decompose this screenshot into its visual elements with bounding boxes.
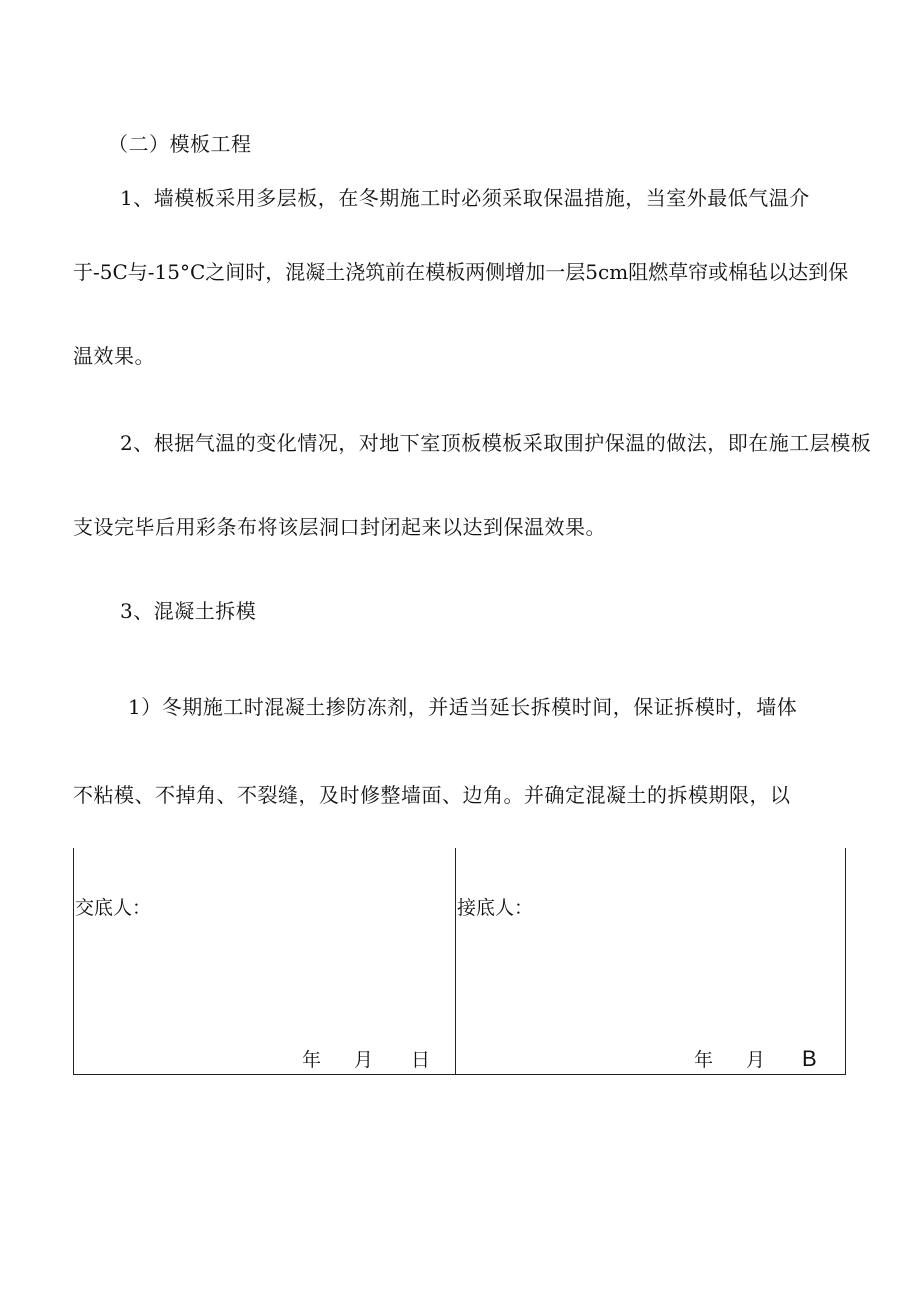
paragraph-2-line-2: 支设完毕后用彩条布将该层洞口封闭起来以达到保温效果。 (73, 515, 606, 539)
table-divider (455, 848, 456, 1074)
receiver-date-month: 月 (746, 1049, 766, 1071)
paragraph-1-line-3: 温效果。 (73, 344, 155, 368)
handover-date-month: 月 (354, 1049, 374, 1071)
table-border-right (845, 848, 846, 1074)
signature-table (73, 848, 846, 1075)
paragraph-1-line-2: 于-5C与-15°C之间时，混凝土浇筑前在模板两侧增加一层5cm阻燃草帘或棉毡以达到保 (73, 260, 849, 284)
table-border-left (73, 848, 74, 1074)
item-3-heading: 3、混凝土拆模 (120, 599, 257, 623)
handover-person-label: 交底人： (75, 897, 152, 919)
item-3-1-line-2: 不粘模、不掉角、不裂缝，及时修整墙面、边角。并确定混凝土的拆模期限，以 (73, 783, 791, 807)
receiver-person-label: 接底人： (457, 897, 534, 919)
handover-date-day: 日 (411, 1049, 431, 1071)
receiver-date-year: 年 (694, 1049, 714, 1071)
paragraph-1-line-1: 1、墙模板采用多层板，在冬期施工时必须采取保温措施，当室外最低气温介 (120, 186, 810, 210)
handover-date-year: 年 (302, 1049, 322, 1071)
receiver-date-day: B (802, 1046, 817, 1071)
item-3-1-line-1: 1）冬期施工时混凝土掺防冻剂，并适当延长拆模时间，保证拆模时，墙体 (128, 695, 798, 719)
section-heading: （二）模板工程 (108, 132, 252, 156)
paragraph-2-line-1: 2、根据气温的变化情况，对地下室顶板模板采取围护保温的做法，即在施工层模板 (120, 431, 872, 455)
